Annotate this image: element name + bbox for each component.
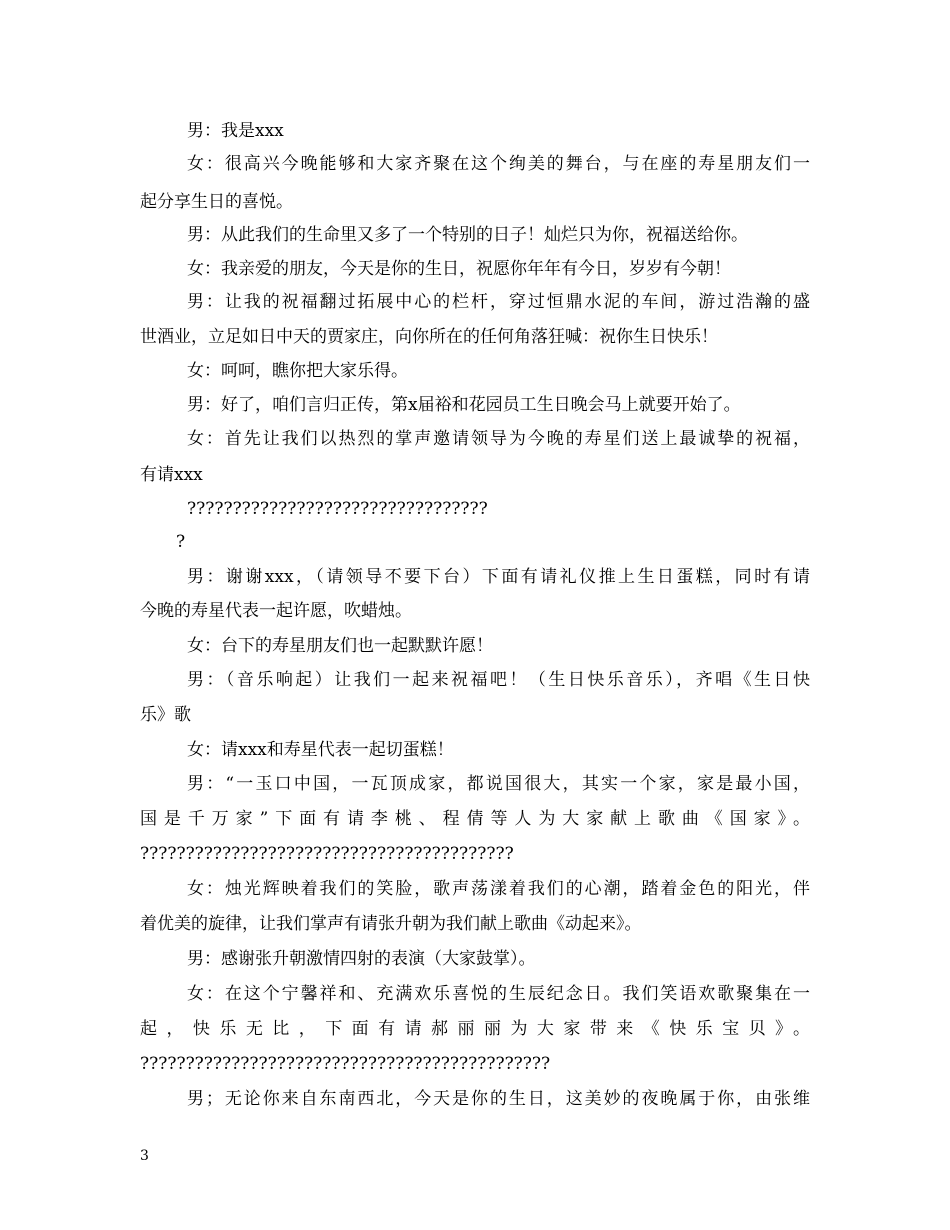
text-line: 世酒业，立足如日中天的贾家庄，向你所在的任何角落狂喊：祝你生日快乐！ <box>140 327 718 347</box>
text-line: 着优美的旋律，让我们掌声有请张升朝为我们献上歌曲《动起来》。 <box>140 914 642 934</box>
text-line: ????????????????????????????????????????? <box>140 844 514 864</box>
text-line: 男：（音乐响起）让我们一起来祝福吧！（生日快乐音乐），齐唱《生日快 <box>187 670 810 690</box>
text-line: 女：烛光辉映着我们的笑脸，歌声荡漾着我们的心潮，踏着金色的阳光，伴 <box>187 879 810 899</box>
text-line: 男：“一玉口中国，一瓦顶成家，都说国很大，其实一个家，家是最小国， <box>187 774 810 794</box>
text-line: 女：我亲爱的朋友，今天是你的生日，祝愿你年年有今日，岁岁有今朝！ <box>187 259 731 279</box>
text-line: 男：让我的祝福翻过拓展中心的栏杆，穿过恒鼎水泥的车间，游过浩瀚的盛 <box>187 292 810 312</box>
text-line: 国是千万家”下面有请李桃、程倩等人为大家献上歌曲《国家》。 <box>140 809 810 829</box>
text-line: 起分享生日的喜悦。 <box>140 192 293 212</box>
page-number: 3 <box>140 1148 149 1164</box>
text-line: 女：请xxx和寿星代表一起切蛋糕！ <box>187 740 454 760</box>
text-line: 女：在这个宁馨祥和、充满欢乐喜悦的生辰纪念日。我们笑语欢歌聚集在一 <box>187 984 810 1004</box>
text-line: 女：首先让我们以热烈的掌声邀请领导为今晚的寿星们送上最诚挚的祝福， <box>187 429 810 449</box>
text-line: 男：从此我们的生命里又多了一个特别的日子！灿烂只为你，祝福送给你。 <box>187 225 748 245</box>
text-line: 男：感谢张升朝激情四射的表演（大家鼓掌）。 <box>187 949 536 969</box>
text-line: ????????????????????????????????????????????? <box>140 1054 551 1074</box>
text-line: ????????????????????????????????? <box>187 499 488 519</box>
text-line: 起，快乐无比，下面有请郝丽丽为大家带来《快乐宝贝》。 <box>140 1019 810 1039</box>
text-line: ? <box>176 532 186 552</box>
text-line: 男：谢谢xxx，（请领导不要下台）下面有请礼仪推上生日蛋糕，同时有请 <box>187 567 810 587</box>
text-line: 今晚的寿星代表一起许愿，吹蜡烛。 <box>140 601 412 621</box>
text-line: 男：好了，咱们言归正传，第x届裕和花园员工生日晚会马上就要开始了。 <box>187 395 741 415</box>
text-line: 女：很高兴今晚能够和大家齐聚在这个绚美的舞台，与在座的寿星朋友们一 <box>187 154 810 174</box>
text-line: 女：台下的寿星朋友们也一起默默许愿！ <box>187 636 493 656</box>
text-line: 女：呵呵，瞧你把大家乐得。 <box>187 361 408 381</box>
text-line: 有请xxx <box>140 465 203 485</box>
text-line: 男：我是xxx <box>187 121 284 141</box>
text-line: 男；无论你来自东南西北，今天是你的生日，这美妙的夜晚属于你，由张维 <box>187 1089 810 1109</box>
text-line: 乐》歌 <box>140 705 191 725</box>
